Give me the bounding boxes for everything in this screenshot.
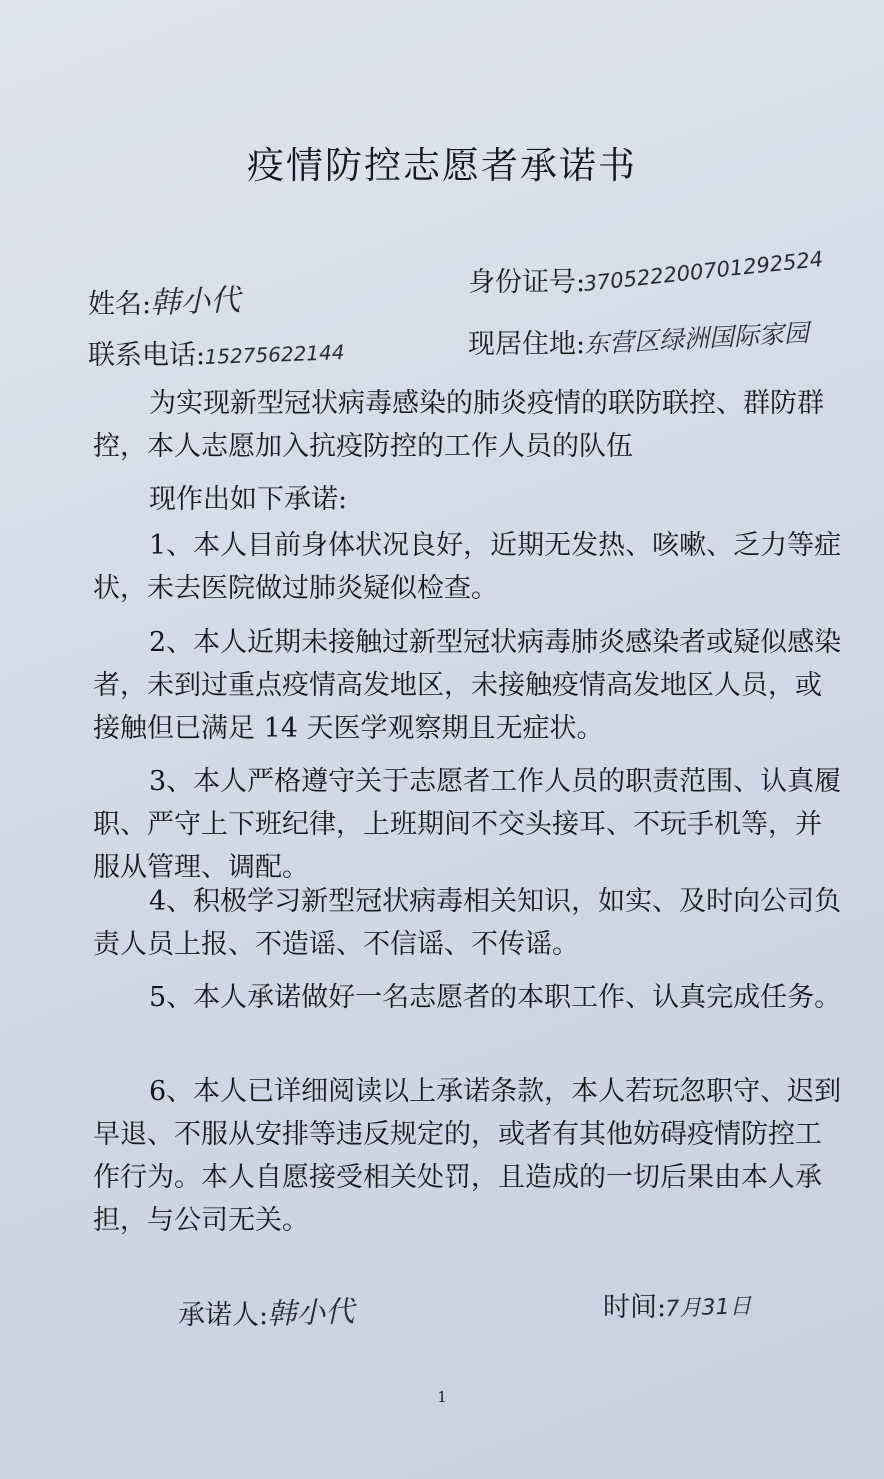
id-label: 身份证号: [468,267,586,298]
document-title: 疫情防控志愿者承诺书 [247,144,637,187]
signature-handwritten: 韩小代 [266,1293,356,1332]
name-label: 姓名: [88,289,152,320]
pledge-item-5: 5、本人承诺做好一名志愿者的本职工作、认真完成任务。 [149,982,842,1013]
pledge-heading: 现作出如下承诺: [149,484,348,515]
phone-handwritten: 15275622144 [204,340,346,369]
name-handwritten: 韩小代 [149,282,242,322]
name-field [88,278,241,322]
phone-label: 联系电话: [88,340,206,371]
pledge-item-4: 4、积极学习新型冠状病毒相关知识，如实、及时向公司负责人员上报、不造谣、不信谣、不传谣。 [93,886,842,960]
pledge-item-6: 6、本人已详细阅读以上承诺条款，本人若玩忽职守、迟到早退、不服从安排等违反规定的，或者有其他妨碍疫情防控工作行为。本人自愿接受相关处罚，且造成的一切后果由本人承担，与公司无关。 [93,1076,842,1236]
id-field [468,246,826,299]
page-number: 1 [437,1388,447,1406]
pledge-item-3: 3、本人严格遵守关于志愿者工作人员的职责范围、认真履职、严守上下班纪律，上班期间不交头接耳、不玩手机等，并服从管理、调配。 [93,766,842,883]
address-handwritten: 东营区绿洲国际家园 [583,318,810,360]
address-label: 现居住地: [468,329,586,360]
id-handwritten: 370522200701292524 [582,246,825,296]
date-field [603,1285,752,1324]
intro-paragraph: 为实现新型冠状病毒感染的肺炎疫情的联防联控、群防群控，本人志愿加入抗疫防控的工作人员的队伍 [93,388,824,462]
address-field [468,318,810,361]
date-label: 时间: [603,1292,667,1323]
signature-label: 承诺人: [178,1300,269,1331]
date-handwritten: 7月31日 [665,1294,753,1323]
pledge-item-2: 2、本人近期未接触过新型冠状病毒肺炎感染者或疑似感染者，未到过重点疫情高发地区，未接触疫情高发地区人员，或接触但已满足 14 天医学观察期且无症状。 [93,627,842,744]
signature-field [178,1292,355,1333]
phone-field [88,333,345,372]
pledge-item-1: 1、本人目前身体状况良好，近期无发热、咳嗽、乏力等症状，未去医院做过肺炎疑似检查。 [93,530,842,604]
